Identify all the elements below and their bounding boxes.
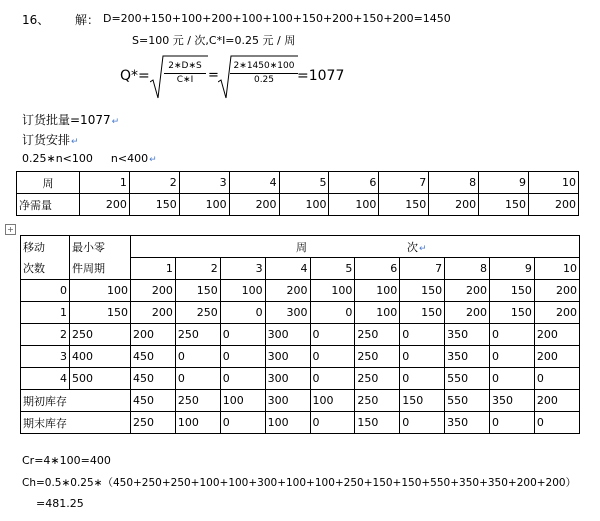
- week-cell: 4: [229, 172, 279, 194]
- value-cell: 0: [400, 346, 445, 368]
- value-cell: 200: [534, 324, 579, 346]
- value-cell: 250: [355, 390, 400, 412]
- frac2-numerator: 2∗1450∗100: [230, 60, 298, 74]
- table-row: [21, 390, 580, 412]
- value-cell: 200: [131, 302, 176, 324]
- formula-lhs: Q*=: [120, 68, 150, 84]
- value-cell: 0: [400, 324, 445, 346]
- week-cell: 7: [400, 258, 445, 280]
- move-count-cell: 4: [21, 368, 70, 390]
- value-cell: 200: [534, 280, 579, 302]
- week-cell: 5: [310, 258, 355, 280]
- min-period-cell: 400: [70, 346, 131, 368]
- value-cell: 100: [310, 280, 355, 302]
- net-demand-table: [16, 171, 579, 216]
- value-cell: 300: [265, 324, 310, 346]
- value-cell: 150: [129, 194, 179, 216]
- move-count-cell: 2: [21, 324, 70, 346]
- value-cell: 0: [310, 324, 355, 346]
- min-period-cell: 500: [70, 368, 131, 390]
- cr-line: Cr=4∗100=400: [22, 454, 111, 467]
- value-cell: 100: [265, 412, 310, 434]
- solution-label: 解：: [75, 13, 100, 27]
- value-cell: 350: [445, 412, 490, 434]
- value-cell: 0: [220, 368, 265, 390]
- table-row: [17, 172, 579, 194]
- week-cell: 1: [131, 258, 176, 280]
- value-cell: 0: [220, 324, 265, 346]
- value-cell: 150: [400, 390, 445, 412]
- value-cell: 0: [310, 346, 355, 368]
- week-cell: 10: [529, 172, 579, 194]
- value-cell: 200: [229, 194, 279, 216]
- value-cell: 200: [445, 302, 490, 324]
- value-cell: 0: [310, 412, 355, 434]
- move-count-cell: 3: [21, 346, 70, 368]
- value-cell: 100: [179, 194, 229, 216]
- value-cell: 250: [175, 324, 220, 346]
- value-cell: 200: [131, 280, 176, 302]
- value-cell: 0: [534, 368, 579, 390]
- schedule-label: 订货安排↵: [22, 133, 79, 147]
- value-cell: 100: [220, 390, 265, 412]
- ch-line: Ch=0.5∗0.25∗（450+250+250+100+100+300+100+100+250+150+150+550+350+350+200+200）: [22, 477, 577, 489]
- value-cell: 450: [131, 346, 176, 368]
- table-row: [21, 236, 580, 258]
- value-cell: 300: [265, 346, 310, 368]
- value-cell: 150: [490, 280, 535, 302]
- ch-result: =481.25: [36, 497, 84, 510]
- table-row: [21, 324, 580, 346]
- value-cell: 0: [534, 412, 579, 434]
- value-cell: 0: [220, 412, 265, 434]
- week-group-header: 周 次↵: [131, 236, 580, 258]
- week-cell: 6: [329, 172, 379, 194]
- value-cell: 200: [534, 302, 579, 324]
- value-cell: 150: [379, 194, 429, 216]
- move-count-cell: 1: [21, 302, 70, 324]
- cost-line: S=100 元 / 次,C*I=0.25 元 / 周: [132, 34, 296, 47]
- value-cell: 150: [355, 412, 400, 434]
- value-cell: 100: [310, 390, 355, 412]
- equals-sign: =: [208, 68, 219, 83]
- value-cell: 150: [400, 302, 445, 324]
- value-cell: 250: [175, 390, 220, 412]
- week-cell: 8: [445, 258, 490, 280]
- value-cell: 0: [490, 324, 535, 346]
- value-cell: 100: [355, 280, 400, 302]
- value-cell: 0: [220, 346, 265, 368]
- value-cell: 100: [220, 280, 265, 302]
- value-cell: 250: [175, 302, 220, 324]
- value-cell: 550: [445, 368, 490, 390]
- value-cell: 250: [355, 368, 400, 390]
- value-cell: 0: [175, 368, 220, 390]
- formula-result: =1077: [297, 68, 345, 84]
- week-cell: 6: [355, 258, 400, 280]
- problem-number: 16、: [22, 13, 50, 27]
- table-move-handle-icon[interactable]: +: [5, 224, 16, 235]
- move-count-cell: 0: [21, 280, 70, 302]
- value-cell: 350: [490, 390, 535, 412]
- week-cell: 5: [279, 172, 329, 194]
- value-cell: 0: [400, 368, 445, 390]
- min-period-cell: 150: [70, 302, 131, 324]
- table-row: [21, 280, 580, 302]
- value-cell: 0: [310, 368, 355, 390]
- value-cell: 0: [490, 346, 535, 368]
- value-cell: 350: [445, 324, 490, 346]
- value-cell: 100: [355, 302, 400, 324]
- value-cell: 200: [265, 280, 310, 302]
- move-count-header: 移动 次数: [21, 236, 70, 280]
- closing-stock-label: 期末库存: [21, 412, 131, 434]
- value-cell: 0: [220, 302, 265, 324]
- table-row: [21, 368, 580, 390]
- value-cell: 300: [265, 368, 310, 390]
- net-demand-label: 净需量: [17, 194, 80, 216]
- week-cell: 10: [534, 258, 579, 280]
- value-cell: 250: [131, 412, 176, 434]
- opening-stock-label: 期初库存: [21, 390, 131, 412]
- table-row: [21, 412, 580, 434]
- week-cell: 1: [80, 172, 130, 194]
- value-cell: 300: [265, 302, 310, 324]
- week-cell: 8: [429, 172, 479, 194]
- value-cell: 150: [175, 280, 220, 302]
- week-cell: 9: [479, 172, 529, 194]
- week-cell: 4: [265, 258, 310, 280]
- frac1-denominator: C∗I: [176, 75, 194, 85]
- week-cell: 2: [175, 258, 220, 280]
- batch-line: 订货批量=1077↵: [22, 113, 120, 127]
- condition-line: 0.25∗n<100 n<400↵: [22, 152, 157, 165]
- week-cell: 3: [179, 172, 229, 194]
- value-cell: 200: [529, 194, 579, 216]
- value-cell: 150: [479, 194, 529, 216]
- week-cell: 2: [129, 172, 179, 194]
- week-cell: 3: [220, 258, 265, 280]
- value-cell: 200: [534, 346, 579, 368]
- value-cell: 250: [355, 346, 400, 368]
- week-cell: 7: [379, 172, 429, 194]
- value-cell: 250: [355, 324, 400, 346]
- value-cell: 550: [445, 390, 490, 412]
- demand-line: D=200+150+100+200+100+100+150+200+150+200=1450: [103, 12, 451, 25]
- value-cell: 100: [175, 412, 220, 434]
- table-row: [17, 194, 579, 216]
- moving-table: [20, 235, 580, 434]
- value-cell: 0: [400, 412, 445, 434]
- value-cell: 100: [329, 194, 379, 216]
- week-header: 周: [17, 172, 80, 194]
- value-cell: 200: [131, 324, 176, 346]
- value-cell: 100: [279, 194, 329, 216]
- table-row: [21, 302, 580, 324]
- value-cell: 450: [131, 368, 176, 390]
- table-row: [21, 346, 580, 368]
- value-cell: 200: [445, 280, 490, 302]
- frac2-denominator: 0.25: [253, 75, 275, 85]
- value-cell: 200: [80, 194, 130, 216]
- value-cell: 0: [175, 346, 220, 368]
- value-cell: 0: [490, 368, 535, 390]
- value-cell: 150: [490, 302, 535, 324]
- value-cell: 300: [265, 390, 310, 412]
- value-cell: 0: [490, 412, 535, 434]
- value-cell: 0: [310, 302, 355, 324]
- value-cell: 200: [429, 194, 479, 216]
- value-cell: 350: [445, 346, 490, 368]
- value-cell: 450: [131, 390, 176, 412]
- week-cell: 9: [490, 258, 535, 280]
- min-period-cell: 250: [70, 324, 131, 346]
- min-period-header: 最小零 件周期: [70, 236, 131, 280]
- value-cell: 200: [534, 390, 579, 412]
- frac1-numerator: 2∗D∗S: [164, 60, 206, 74]
- value-cell: 150: [400, 280, 445, 302]
- min-period-cell: 100: [70, 280, 131, 302]
